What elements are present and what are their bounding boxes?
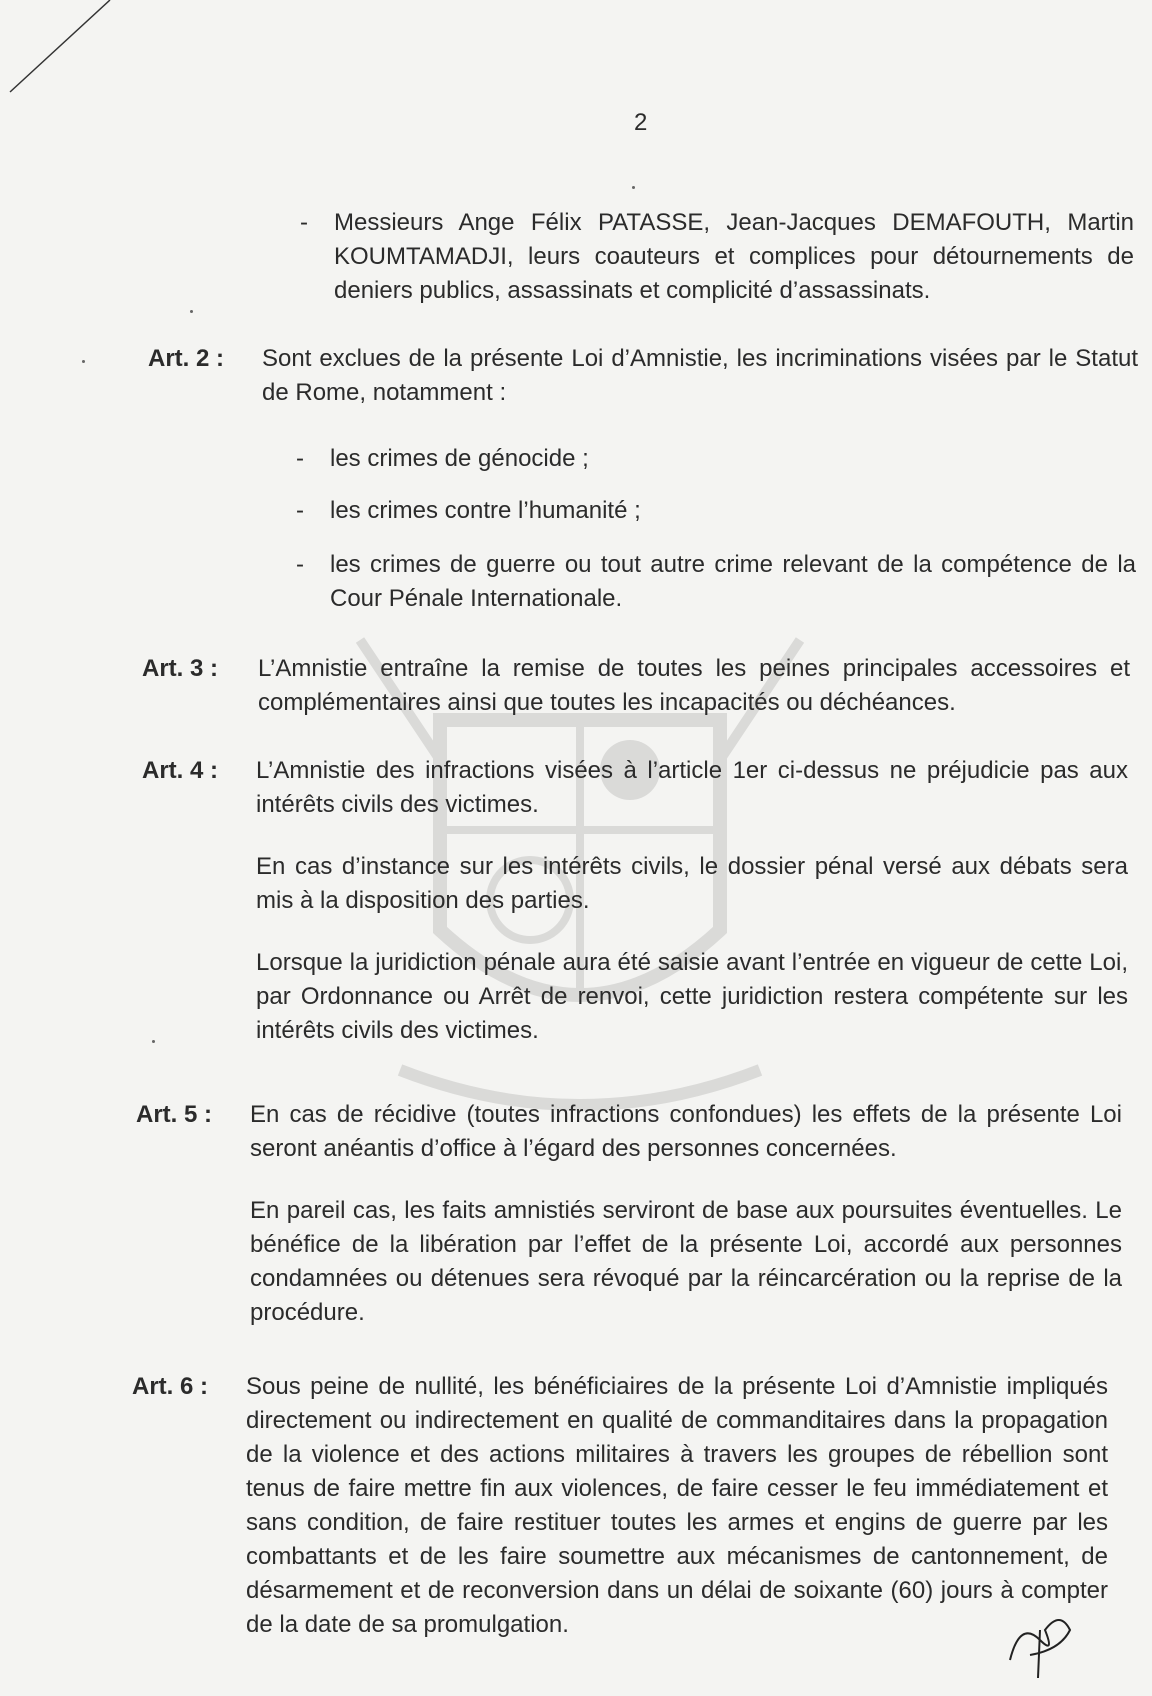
bullet-text: les crimes de guerre ou tout autre crime relevant de la compétence de la Cour Pénale Internationale. bbox=[330, 551, 1136, 612]
bullet-text: Messieurs Ange Félix PATASSE, Jean-Jacques DEMAFOUTH, Martin KOUMTAMADJI, leurs coauteurs et complices pour détournements de deniers publics, assassinats et complicité d’assassinats. bbox=[334, 209, 1134, 304]
initials-signature bbox=[1000, 1600, 1080, 1680]
page-number: 2 bbox=[634, 109, 648, 136]
article-body bbox=[258, 652, 1130, 748]
scan-speck bbox=[82, 360, 85, 363]
scan-speck bbox=[152, 1040, 155, 1043]
article-paragraph: L’Amnistie entraîne la remise de toutes les peines principales accessoires et complémentaires ainsi que toutes les incapacités ou déchéances. bbox=[258, 655, 1130, 716]
article-paragraph: En pareil cas, les faits amnistiés serviront de base aux poursuites éventuelles. Le bénéfice de la libération par l’effet de la présente Loi, accordé aux personnes condamnées ou détenues sera révoqué par la réincarcération ou la reprise de la procédure. bbox=[250, 1197, 1122, 1326]
bullet-dash: - bbox=[296, 497, 304, 524]
article-body bbox=[262, 342, 1138, 438]
article-paragraph: En cas d’instance sur les intérêts civils, le dossier pénal versé aux débats sera mis à la disposition des parties. bbox=[256, 853, 1128, 914]
bullet-dash: - bbox=[300, 209, 308, 236]
article-paragraph: L’Amnistie des infractions visées à l’article 1er ci-dessus ne préjudicie pas aux intérêts civils des victimes. bbox=[256, 757, 1128, 818]
article-body bbox=[246, 1370, 1108, 1670]
article-label: Art. 2 : bbox=[148, 345, 225, 372]
article-label: Art. 3 : bbox=[142, 655, 219, 682]
article-label: Art. 6 : bbox=[132, 1373, 209, 1400]
article-label: Art. 4 : bbox=[142, 757, 219, 784]
article-label: Art. 5 : bbox=[136, 1101, 213, 1128]
article-paragraph: Lorsque la juridiction pénale aura été saisie avant l’entrée en vigueur de cette Loi, par Ordonnance ou Arrêt de renvoi, cette juridiction restera compétente sur les intérêts civils des victimes. bbox=[256, 949, 1128, 1044]
bullet-text: les crimes contre l’humanité ; bbox=[330, 497, 641, 524]
article-paragraph: En cas de récidive (toutes infractions confondues) les effets de la présente Loi seront anéantis d’office à l’égard des personnes concernées. bbox=[250, 1101, 1122, 1162]
bullet-dash: - bbox=[296, 445, 304, 472]
article-body bbox=[256, 754, 1128, 1076]
scan-speck bbox=[190, 310, 193, 313]
corner-fold-line bbox=[0, 0, 120, 100]
bullet-dash: - bbox=[296, 551, 304, 578]
article-body bbox=[250, 1098, 1122, 1358]
article-paragraph: Sont exclues de la présente Loi d’Amnistie, les incriminations visées par le Statut de Rome, notamment : bbox=[262, 345, 1138, 406]
bullet-text: les crimes de génocide ; bbox=[330, 445, 589, 472]
scan-speck bbox=[632, 186, 635, 189]
article-paragraph: Sous peine de nullité, les bénéficiaires de la présente Loi d’Amnistie impliqués directement ou indirectement en qualité de commanditaires dans la propagation de la violence et des actions militaires à travers les groupes de rébellion sont tenus de faire mettre fin aux violences, de faire cesser le feu immédiatement et sans condition, de faire restituer toutes les armes et engins de guerre par les combattants et de les faire soumettre aux mécanismes de cantonnement, de désarmement et de reconversion dans un délai de soixante (60) jours à compter de la date de sa promulgation. bbox=[246, 1373, 1108, 1638]
